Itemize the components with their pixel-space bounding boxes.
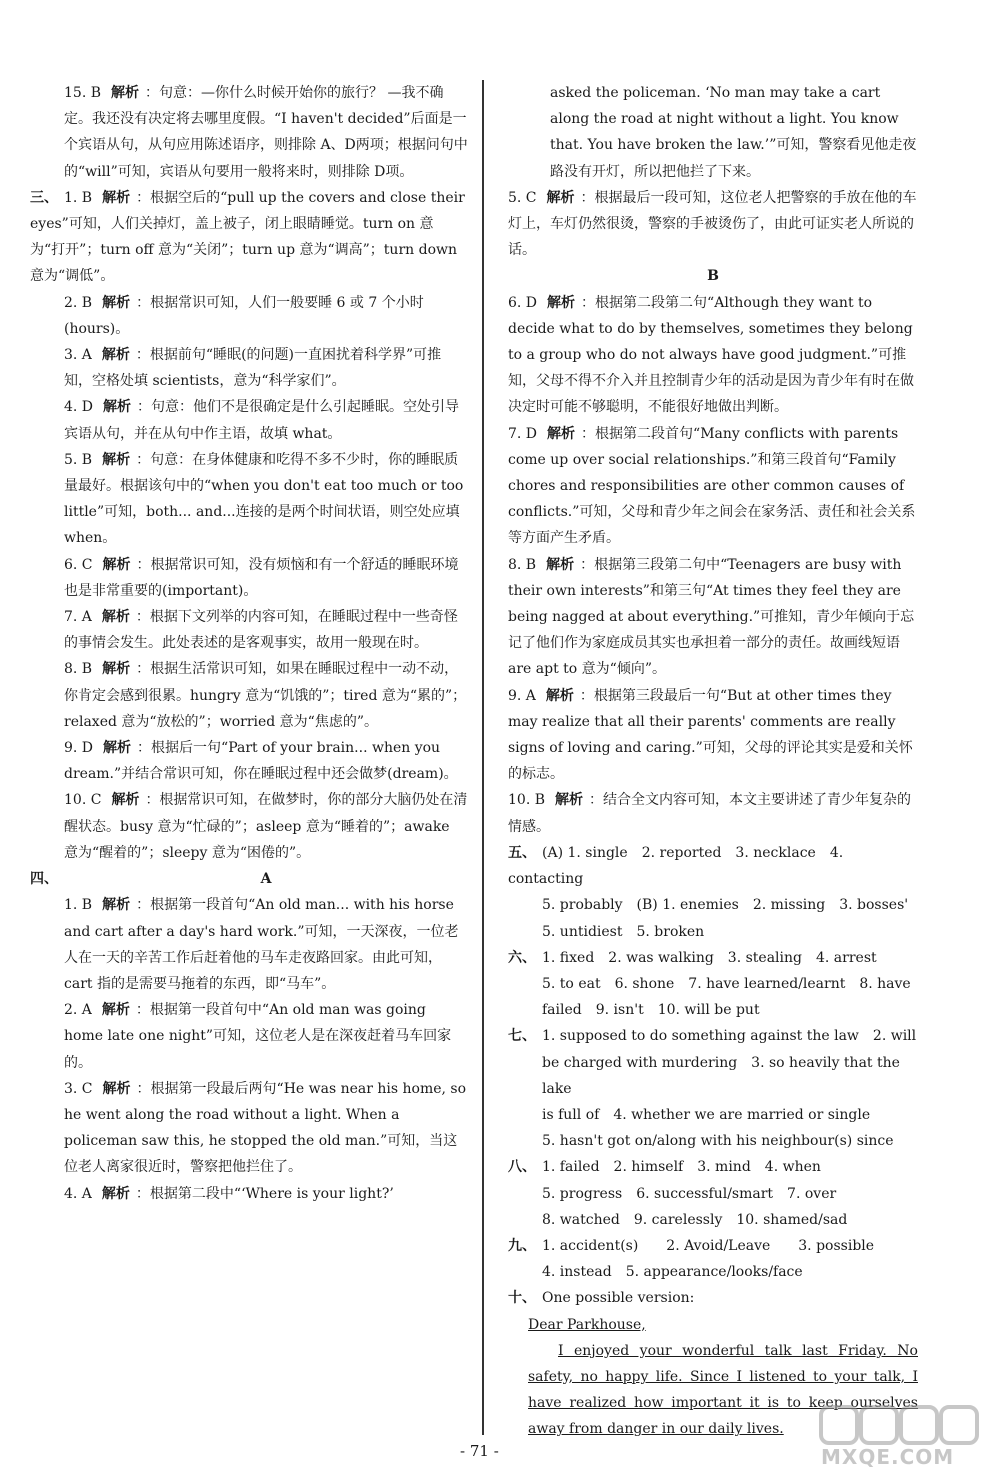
question-number: 9. D [64, 740, 94, 757]
answer-text: (A) 1. single 2. reported 3. necklace 4. contacting [508, 844, 844, 888]
analysis-text: ：结合全文内容可知，本文主要讲述了青少年复杂的情感。 [508, 792, 912, 835]
answer-item [508, 185, 918, 264]
answer-line [508, 1233, 918, 1259]
watermark-logo [817, 1401, 982, 1471]
answer-item [30, 185, 468, 290]
answer-line [508, 1050, 918, 1102]
section-number: 三、 [30, 189, 58, 206]
analysis-label: 解析 [103, 399, 132, 416]
analysis-label: 解析 [545, 687, 574, 704]
analysis-label: 解析 [102, 451, 131, 468]
answer-item [30, 892, 468, 997]
answer-text: 5. to eat 6. shone 7. have learned/learnt 8. have [542, 975, 911, 992]
watermark-icon [817, 1401, 982, 1447]
subsection-header [508, 263, 918, 289]
answer-line [508, 945, 918, 971]
answer-text: 5. probably (B) 1. enemies 2. missing 3. bosses' [542, 897, 909, 914]
answer-text: 5. progress 6. successful/smart 7. over [542, 1185, 837, 1202]
section-number: 十、 [508, 1290, 536, 1307]
analysis-text: ：根据第二段第二句“Although they want to decide what to do by themselves, sometimes they belong to a group who do not always have good judgment.”可推知，父母不得不介入并且控制青少年的活动是因为青少年有时在做决定时可能不够聪明，不能很好地做出判断。 [508, 294, 914, 416]
analysis-text: ：根据第一段首句中“An old man was going home late one night”可知，这位老人是在深夜赶着马车回家的。 [64, 1002, 452, 1071]
analysis-text: ：根据第一段最后两句“He was near his home, so he went along the road without a light. When a policeman saw this, he stopped the old man.”可知，当这位老人离家很近时，警察把他拦住了。 [64, 1080, 467, 1176]
analysis-label: 解析 [546, 189, 575, 206]
analysis-label: 解析 [102, 294, 131, 311]
answer-line [508, 997, 918, 1023]
analysis-label: 解析 [102, 897, 131, 914]
analysis-label: 解析 [111, 792, 140, 809]
section-number: 八、 [508, 1159, 536, 1176]
analysis-text: ：根据第三段第二句中“Teenagers are busy with their own interests”和第三句“At times they feel they are being nagged at about everything.”可推知，青少年倾向于忘记了他们作为家庭成员其实也承担着一部分的责任。故画线短语 are apt to 意为“倾向”。 [508, 556, 915, 678]
answer-text: 5. hasn't got on/along with his neighbour(s) since [542, 1133, 894, 1150]
question-number: 2. B [64, 294, 93, 311]
answer-item [30, 80, 468, 185]
answer-item [30, 604, 468, 656]
analysis-text: ：根据常识可知，在做梦时，你的部分大脑仍处在清醒状态。busy 意为“忙碌的”；asleep 意为“睡着的”；awake 意为“醒着的”；sleepy 意为“困倦的”。 [64, 792, 468, 861]
analysis-label: 解析 [111, 85, 140, 101]
answer-item [30, 735, 468, 787]
answer-text: 1. accident(s) 2. Avoid/Leave 3. possible [542, 1237, 875, 1254]
analysis-label: 解析 [546, 556, 575, 573]
answer-text: is full of 4. whether we are married or single [542, 1106, 871, 1123]
question-number: 3. C [64, 1080, 93, 1097]
answer-line [508, 971, 918, 997]
section-number: 五、 [508, 844, 536, 861]
question-number: 1. B [64, 189, 93, 206]
analysis-label: 解析 [103, 740, 132, 757]
section-number: 六、 [508, 949, 536, 966]
analysis-label: 解析 [547, 425, 576, 442]
answer-item [30, 787, 468, 866]
answer-section [508, 1233, 918, 1285]
answer-line [508, 1259, 918, 1285]
analysis-text: ：根据生活常识可知，如果在睡眠过程中一动不动，你肯定会感到很累。hungry 意为“饥饿的”；tired 意为“累的”；relaxed 意为“放松的”；worried 意为“焦虑的”。 [64, 661, 467, 730]
letter-greeting: Dear Parkhouse, [528, 1316, 646, 1333]
analysis-text: ：根据常识可知，没有烦恼和有一个舒适的睡眠环境也是非常重要的(important)。 [64, 556, 459, 599]
analysis-text: ：根据最后一段可知，这位老人把警察的手放在他的车灯上，车灯仍然很烫，警察的手被烫伤了，由此可证实老人所说的话。 [508, 189, 917, 259]
answer-item [30, 552, 468, 604]
answer-text: 1. failed 2. himself 3. mind 4. when [542, 1159, 821, 1176]
answer-item [508, 421, 918, 552]
answer-item [508, 290, 918, 421]
answer-text: failed 9. isn't 10. will be put [542, 1002, 760, 1019]
analysis-text: ：根据第二段中“‘Where is your light?’ [135, 1185, 394, 1202]
right-column [508, 80, 918, 1443]
question-number: 9. A [508, 687, 536, 704]
question-number: 4. D [64, 399, 94, 416]
letter-body: I enjoyed your wonderful talk last Friday. No safety, no happy life. Since I listened to your talk, I have realized how important it is to keep ourselves away from danger in our daily lives. [528, 1342, 918, 1438]
answer-line [508, 1181, 918, 1207]
analysis-label: 解析 [101, 1185, 130, 1202]
analysis-label: 解析 [102, 661, 131, 678]
question-number: 1. B [64, 897, 93, 914]
answer-line [508, 1102, 918, 1128]
answer-line [508, 919, 918, 945]
answer-line [508, 1207, 918, 1233]
question-number: 10. B [508, 792, 546, 809]
answer-text: 1. fixed 2. was walking 3. stealing 4. arrest [542, 949, 877, 966]
section-number: 四、 [30, 871, 58, 888]
answer-item [30, 1181, 468, 1207]
analysis-text: ：句意：他们不是很确定是什么引起睡眠。空处引导宾语从句，并在从句中作主语，故填 what。 [64, 399, 460, 442]
analysis-label: 解析 [102, 556, 131, 573]
answer-text: One possible version: [542, 1290, 695, 1307]
analysis-text: ：根据后一句“Part of your brain... when you dream.”并结合常识可知，你在睡眠过程中还会做梦(dream)。 [64, 740, 458, 783]
analysis-label: 解析 [547, 294, 576, 311]
section-number: 九、 [508, 1237, 536, 1254]
answer-text: 8. watched 9. carelessly 10. shamed/sad [542, 1211, 848, 1228]
answer-line [508, 892, 918, 918]
question-number: 5. B [64, 451, 93, 468]
answer-section [508, 1023, 918, 1154]
question-number: 10. C [64, 792, 102, 809]
answer-item [30, 394, 468, 446]
analysis-label: 解析 [102, 1080, 131, 1097]
analysis-label: 解析 [101, 347, 130, 364]
answer-section [508, 1285, 918, 1311]
question-number: 6. C [64, 556, 93, 573]
question-number: 15. B [64, 85, 102, 101]
answer-text: 5. untidiest 5. broken [542, 923, 705, 940]
question-number: 7. D [508, 425, 538, 442]
continued-text: asked the policeman. ‘No man may take a cart along the road at night without a light. You know that. You have broken the law.’”可知，警察看见他走夜路没有开灯，所以把他拦了下来。 [550, 85, 917, 180]
answer-line [508, 1023, 918, 1049]
question-number: 2. A [64, 1002, 92, 1019]
answer-section [508, 1154, 918, 1233]
answer-text: 4. instead 5. appearance/looks/face [542, 1264, 803, 1281]
answer-item [30, 656, 468, 735]
answer-item [30, 342, 468, 394]
answer-item [508, 683, 918, 788]
answer-line [508, 840, 918, 892]
answer-line [508, 1154, 918, 1180]
column-divider [482, 80, 484, 1435]
subsection-header [30, 866, 468, 892]
analysis-text: ：根据第一段首句“An old man... with his horse and cart after a day's hard work.”可知，一天深夜，一位老人在一天的辛苦工作后赶着他的马车走夜路回家。由此可知，cart 指的是需要马拖着的东西，即“马车”。 [64, 897, 459, 992]
analysis-text: ：句意：—你什么时候开始你的旅行？ —我不确定。我还没有决定将去哪里度假。“I haven't decided”后面是一个宾语从句，从句应用陈述语序，则排除 A、D两项；根据问句中的“will”可知，宾语从句要用一般将来时，则排除 D项。 [64, 85, 468, 180]
answer-item [30, 290, 468, 342]
analysis-text: ：根据第三段最后一句“But at other times they may realize that all their parents' comments are really signs of loving and caring.”可知，父母的评论其实是爱和关怀的标志。 [508, 687, 913, 783]
answer-item [30, 997, 468, 1076]
answer-item [30, 1076, 468, 1181]
subsection-letter: B [707, 268, 719, 285]
answer-section [508, 945, 918, 1024]
analysis-label: 解析 [102, 189, 131, 206]
analysis-text: ：根据下文列举的内容可知，在睡眠过程中一些奇怪的事情会发生。此处表述的是客观事实，故用一般现在时。 [64, 609, 458, 652]
analysis-label: 解析 [101, 609, 130, 626]
question-number: 7. A [64, 609, 92, 626]
answer-line [508, 1128, 918, 1154]
question-number: 3. A [64, 347, 92, 364]
analysis-label: 解析 [555, 792, 584, 809]
question-number: 4. A [64, 1185, 92, 1202]
watermark-text: MXQE.COM [821, 1445, 955, 1469]
analysis-text: ：根据常识可知，人们一般要睡 6 或 7 个小时(hours)。 [64, 294, 424, 337]
answer-item [508, 552, 918, 683]
analysis-label: 解析 [101, 1002, 130, 1019]
answer-text: 1. supposed to do something against the law 2. will [542, 1028, 917, 1045]
answer-line [508, 1285, 918, 1311]
question-number: 6. D [508, 294, 538, 311]
subsection-letter: A [260, 871, 272, 888]
question-number: 5. C [508, 189, 537, 206]
answer-text: be charged with murdering 3. so heavily that the lake [542, 1054, 900, 1097]
answer-section [508, 840, 918, 945]
analysis-text: ：根据第二段首句“Many conflicts with parents come up over social relationships.”和第三段首句“Family chores and responsibilities are other common causes of conflicts.”可知，父母和青少年之间会在家务活、责任和社会关系等方面产生矛盾。 [508, 425, 916, 547]
analysis-text: ：根据空后的“pull up the covers and close their eyes”可知，人们关掉灯，盖上被子，闭上眼睛睡觉。turn on 意为“打开”；turn off 意为“关闭”；turn up 意为“调高”；turn down 意为“调低”。 [30, 189, 465, 285]
analysis-text: ：根据前句“睡眠(的问题)一直困扰着科学界”可推知，空格处填 scientists，意为“科学家们”。 [64, 347, 442, 390]
answer-item [508, 787, 918, 839]
question-number: 8. B [64, 661, 93, 678]
page-number: - 71 - [460, 1442, 499, 1460]
left-column [30, 80, 468, 1207]
analysis-text: ：句意：在身体健康和吃得不多不少时，你的睡眠质量最好。根据该句中的“when you don't eat too much or too little”可知，both... and...连接的是两个时间状语，则空处应填 when。 [64, 451, 464, 547]
answer-item [30, 447, 468, 552]
section-number: 七、 [508, 1028, 536, 1045]
question-number: 8. B [508, 556, 537, 573]
